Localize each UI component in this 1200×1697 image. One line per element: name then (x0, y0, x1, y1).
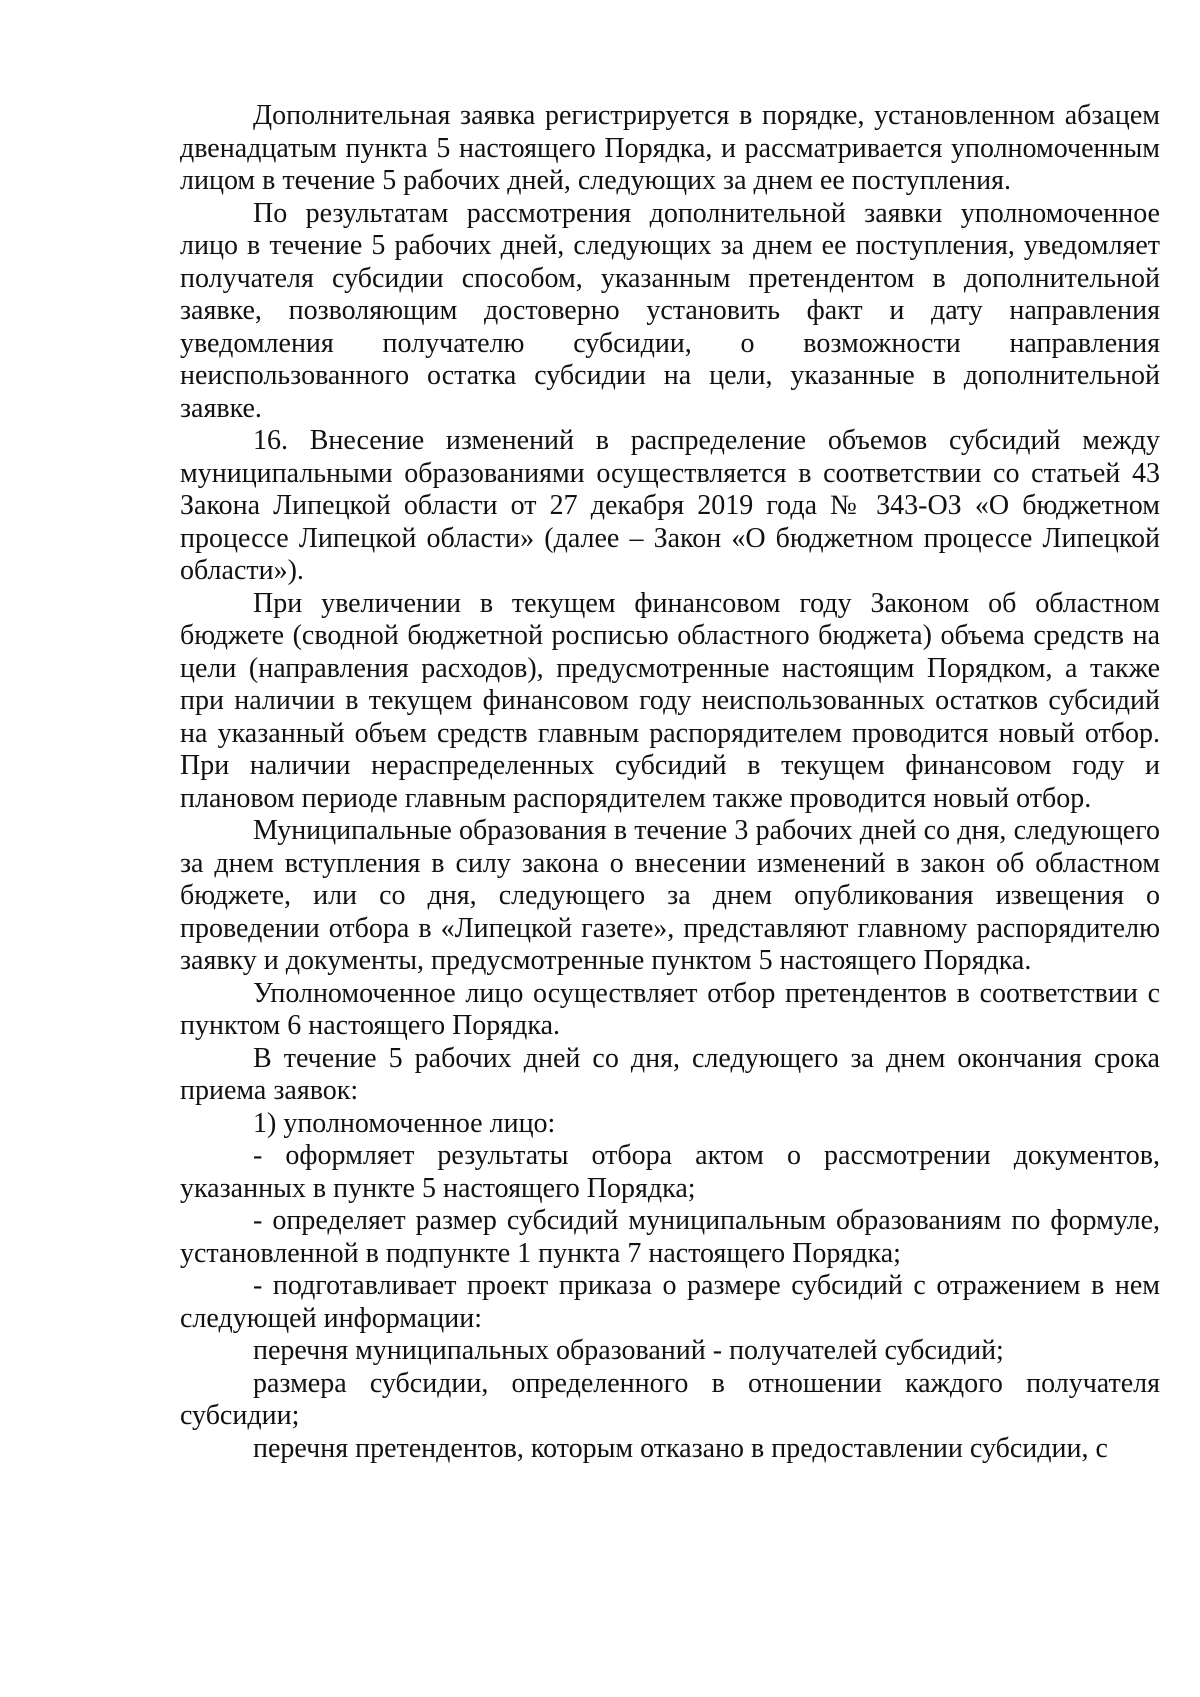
paragraph-budget-increase: При увеличении в текущем финансовом году Законом об областном бюджете (сводной бюджетной росписью областного бюджета) объема средств на цели (направления расходов), предусмотренные настоящим Порядком, а также при наличии в текущем финансовом году неиспользованных остатков субсидий на указанный объем средств главным распорядителем проводится новый отбор. При наличии нераспределенных субсидий в текущем финансовом году и плановом периоде главным распорядителем также проводится новый отбор. (180, 587, 1160, 814)
document-page (180, 100, 1160, 1465)
list-item-refused-applicants: перечня претендентов, которым отказано в предоставлении субсидии, с (253, 1432, 1108, 1464)
paragraph-five-working-days: В течение 5 рабочих дней со дня, следующего за днем окончания срока приема заявок: (180, 1042, 1160, 1106)
list-item-recipients-list: перечня муниципальных образований - получателей субсидий; (253, 1335, 1004, 1366)
paragraph-additional-application-registration: Дополнительная заявка регистрируется в порядке, установленном абзацем двенадцатым пункта 5 настоящего Порядка, и рассматривается уполномоченным лицом в течение 5 рабочих дней, следующих за днем ее поступления. (180, 100, 1160, 196)
list-item-order-draft: - подготавливает проект приказа о размере субсидий с отражением в нем следующей информации: (180, 1270, 1160, 1334)
paragraph-municipal-application-deadline: Муниципальные образования в течение 3 рабочих дней со дня, следующего за днем вступления в силу закона о внесении изменений в закон об областном бюджете, или со дня, следующего за днем опубликования извещения о проведении отбора в «Липецкой газете», представляют главному распорядителю заявку и документы, предусмотренные пунктом 5 настоящего Порядка. (180, 815, 1160, 976)
list-item-authorized-person: 1) уполномоченное лицо: (253, 1107, 556, 1139)
paragraph-item-16: 16. Внесение изменений в распределение объемов субсидий между муниципальными образованиями осуществляется в соответствии со статьей 43 Закона Липецкой области от 27 декабря 2019 года № 343-ОЗ «О бюджетном процессе Липецкой области» (далее – Закон «О бюджетном процессе Липецкой области»). (180, 425, 1160, 586)
list-item-selection-act: - оформляет результаты отбора актом о рассмотрении документов, указанных в пункте 5 настоящего Порядка; (180, 1140, 1160, 1204)
list-item-subsidy-formula: - определяет размер субсидий муниципальным образованиям по формуле, установленной в подпункте 1 пункта 7 настоящего Порядка; (180, 1205, 1160, 1269)
paragraph-review-results-notification: По результатам рассмотрения дополнительной заявки уполномоченное лицо в течение 5 рабочих дней, следующих за днем ее поступления, уведомляет получателя субсидии способом, указанным претендентом в дополнительной заявке, позволяющим достоверно установить факт и дату направления уведомления получателю субсидии, о возможности направления неиспользованного остатка субсидии на цели, указанные в дополнительной заявке. (180, 197, 1160, 424)
paragraph-selection-of-applicants: Уполномоченное лицо осуществляет отбор претендентов в соответствии с пунктом 6 настоящего Порядка. (180, 977, 1160, 1041)
list-item-subsidy-amount: размера субсидии, определенного в отношении каждого получателя субсидии; (180, 1367, 1160, 1431)
